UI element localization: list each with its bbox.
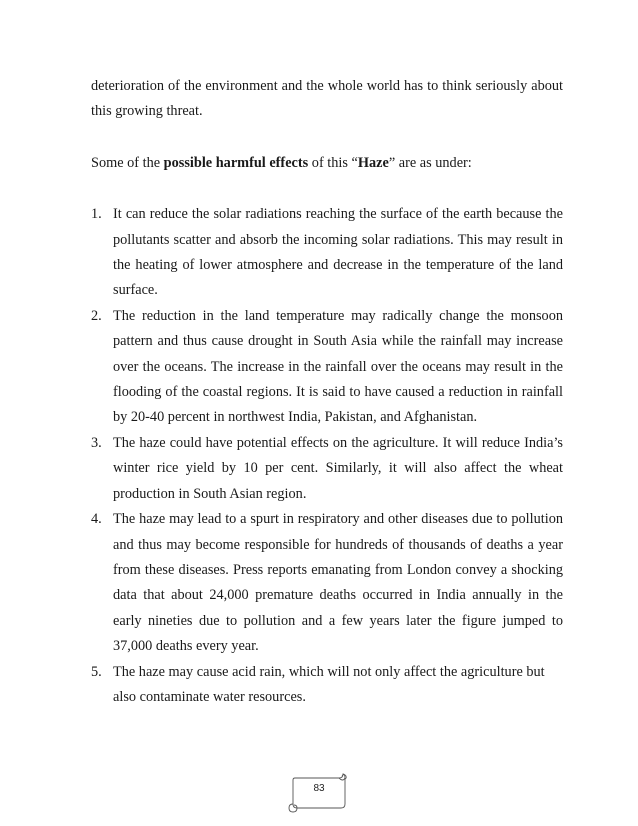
effect-text: The haze may cause acid rain, which will not only affect the agriculture but also contaminate water resources. [113, 663, 545, 705]
effect-item-3 [91, 431, 563, 507]
effect-number: 1. [91, 206, 102, 223]
effects-intro [91, 151, 563, 176]
effect-item-2 [91, 304, 563, 431]
page-body [91, 74, 563, 710]
effects-list [91, 202, 563, 710]
page-number: 83 [313, 783, 325, 794]
effect-number: 5. [91, 663, 102, 680]
intro-suffix: ” are as under: [388, 154, 472, 171]
effect-number: 2. [91, 307, 102, 324]
effect-number: 4. [91, 511, 102, 528]
effect-text: The haze could have potential effects on the agriculture. It will reduce India’s winter rice yield by 10 per cent. Similarly, it will also affect the wheat production in South Asian region. [113, 434, 563, 502]
intro-bold-phrase: possible harmful effects [163, 154, 309, 171]
effect-item-1 [91, 202, 563, 304]
effect-text: The reduction in the land temperature may radically change the monsoon pattern and thus cause drought in South Asia while the rainfall may increase over the oceans. The increase in the rainfall over the oceans may result in the flooding of the coastal regions. It is said to have caused a reduction in rainfall by 20-40 percent in northwest India, Pakistan, and Afghanistan. [113, 307, 563, 426]
paragraph-spacer [91, 125, 563, 151]
effect-number: 3. [91, 434, 102, 451]
page-number-badge [287, 770, 349, 814]
intro-prefix: Some of the [91, 154, 164, 171]
effect-item-4 [91, 507, 563, 659]
effect-text: The haze may lead to a spurt in respiratory and other diseases due to pollution and thus may become responsible for hundreds of thousands of deaths a year from these diseases. Press reports emanating from London convey a shocking data that about 24,000 premature deaths occurred in India annually in the early nineties due to pollution and a few years later the figure jumped to 37,000 deaths every year. [113, 511, 563, 655]
effect-text: It can reduce the solar radiations reaching the surface of the earth because the pollutants scatter and absorb the incoming solar radiations. This may result in the heating of lower atmosphere and decrease in the temperature of the land surface. [113, 206, 563, 299]
intro-middle: of this “ [308, 154, 358, 171]
continuation-paragraph: deterioration of the environment and the whole world has to think seriously about this growing threat. [91, 78, 563, 120]
paragraph-spacer [91, 176, 563, 202]
intro-bold-term: Haze [357, 154, 389, 171]
effect-item-5 [91, 660, 563, 711]
